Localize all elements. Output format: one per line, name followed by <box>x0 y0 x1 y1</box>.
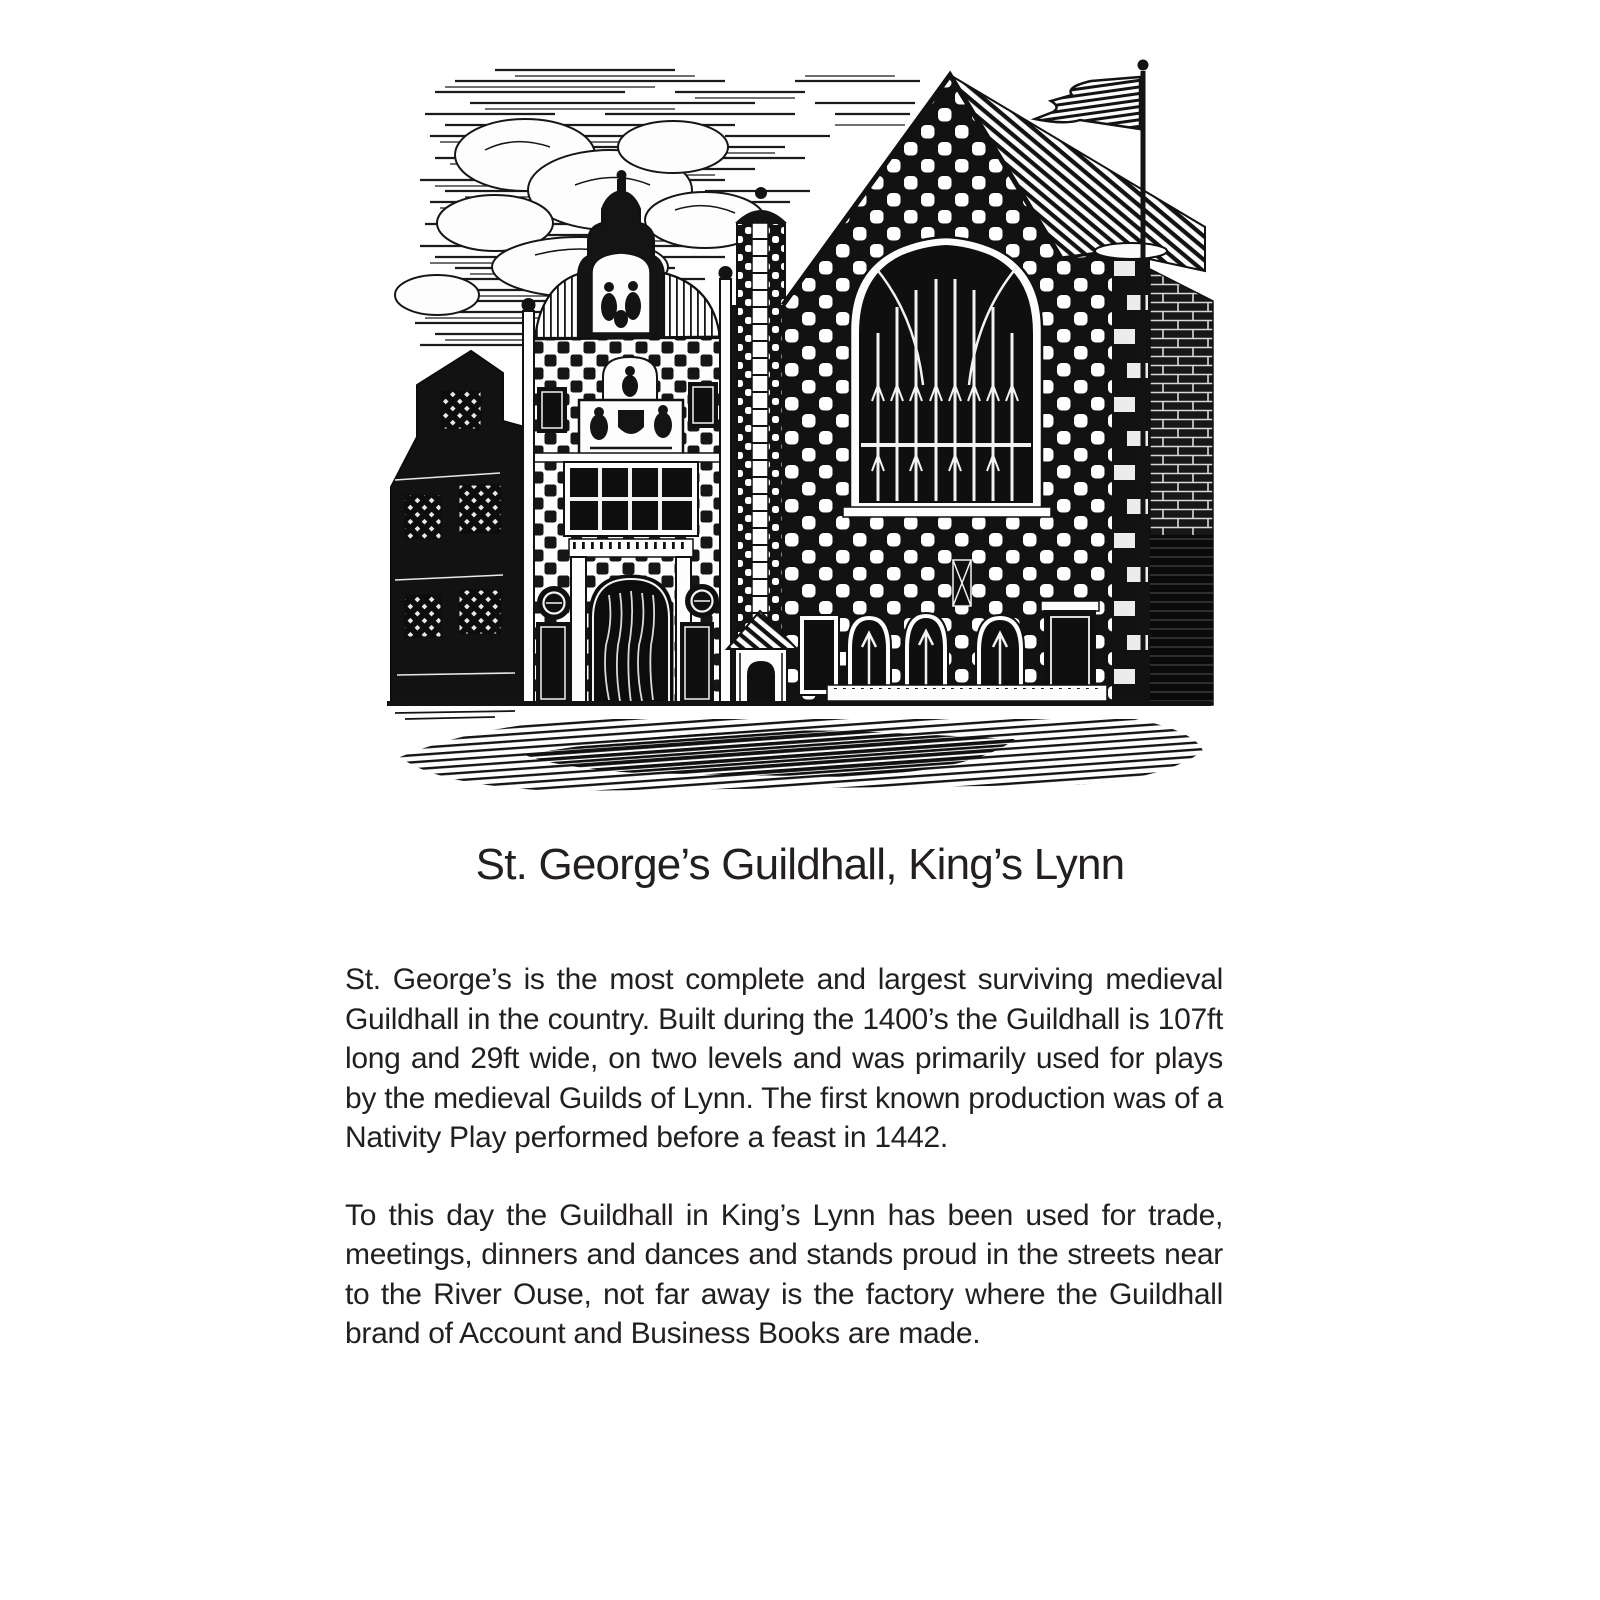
timber-house <box>391 351 525 705</box>
gothic-window-glass <box>859 245 1033 503</box>
guildhall-illustration <box>375 55 1215 800</box>
paragraph-2: To this day the Guildhall in King’s Lynn has been used for trade, meetings, dinners and dances and stands proud in the streets near to the River Ouse, not far away is the factory where the Guildhall brand of Account and Business Books are made. <box>345 1198 1223 1350</box>
paragraph-1: St. George’s is the most complete and largest surviving medieval Guildhall in the country. Built during the 1400’s the Guildhall is 107ft long and 29ft wide, on two levels and was primarily used for plays by the medieval Guilds of Lynn. The first known production was of a Nativity Play performed before a feast in 1442. <box>345 963 1223 1154</box>
medallion <box>686 585 718 617</box>
street-baseline <box>387 701 1211 706</box>
guildhall-engraving-svg <box>375 55 1215 800</box>
page-title: St. George’s Guildhall, King’s Lynn <box>475 840 1125 889</box>
brick-wall-shadow <box>1150 535 1213 705</box>
medallion <box>538 587 570 619</box>
body-text <box>345 960 1223 1392</box>
